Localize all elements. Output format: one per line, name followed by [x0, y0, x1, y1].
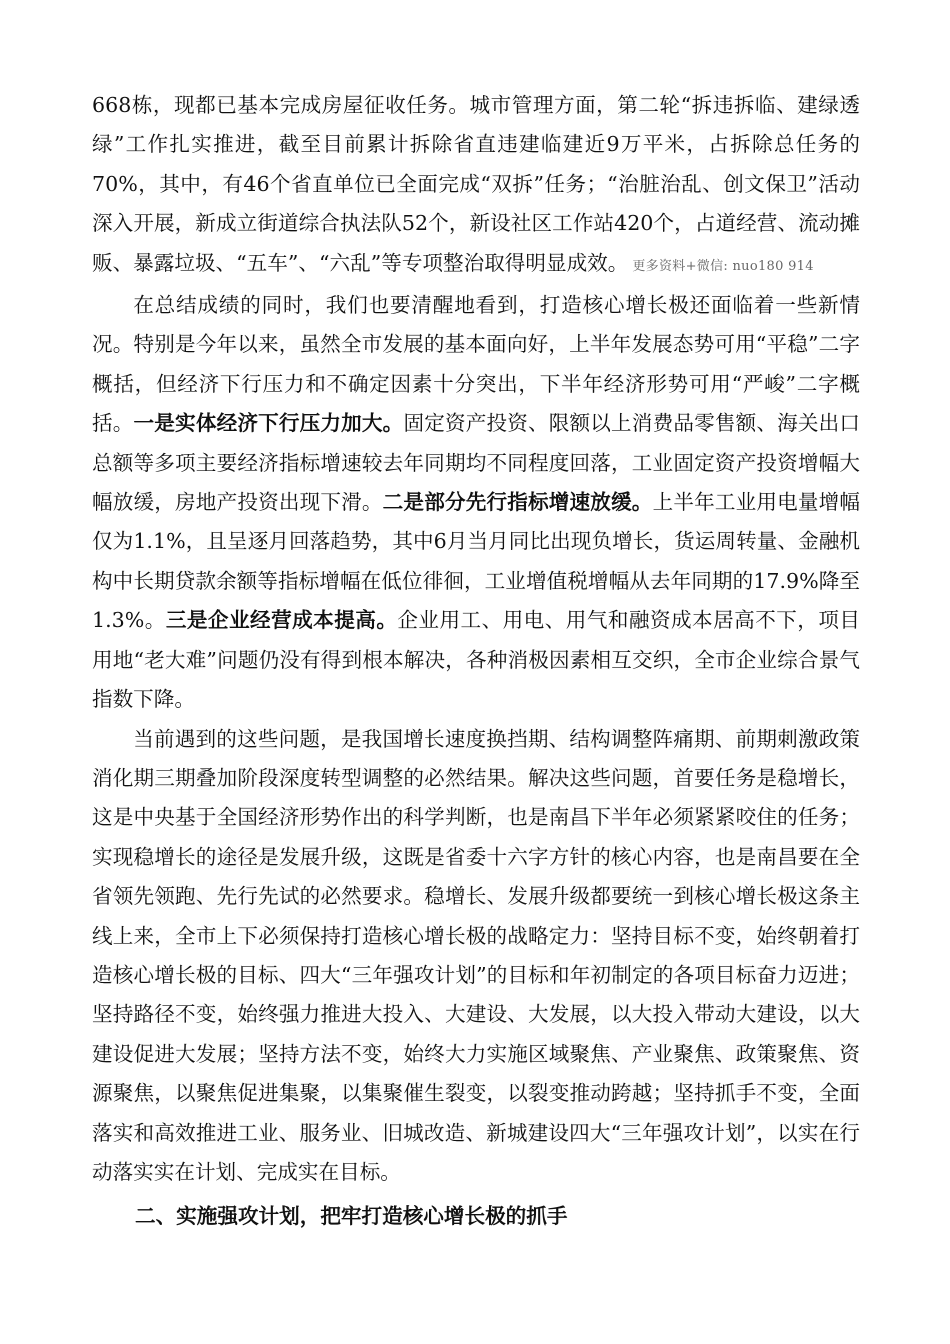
paragraph-1 — [92, 86, 860, 286]
section-heading: 二、实施强攻计划，把牢打造核心增长极的抓手 — [135, 1204, 568, 1229]
document-page — [92, 86, 860, 1237]
bold-point-2: 二是部分先行指标增速放缓。 — [382, 490, 653, 515]
watermark-contact: 更多资料+微信: nuo180 914 — [632, 258, 814, 274]
paragraph-2-text-1: 在总结成绩的同时，我们也要清醒地看到，打造核心增长极还面临着一些新情况。特别是今年以来，虽然全市发展的基本面向好，上半年发展态势可用“平稳”二字概括，但经济下行压力和不确定因素十分突出，下半年经济形势可用“严峻”二字概括。 — [92, 293, 860, 436]
paragraph-1-text: 668栋，现都已基本完成房屋征收任务。城市管理方面，第二轮“拆违拆临、建绿透绿”工作扎实推进，截至目前累计拆除省直违建临建近9万平米，占拆除总任务的70%，其中，有46个省直单位已全面完成“双拆”任务；“治脏治乱、创文保卫”活动深入开展，新成立街道综合执法队52个，新设社区工作站420个，占道经营、流动摊贩、暴露垃圾、“五车”、“六乱”等专项整治取得明显成效。 — [92, 93, 860, 275]
paragraph-2-text-3: 上半年工业用电量增幅仅为1.1%，且呈逐月回落趋势，其中6月当月同比出现负增长，货运周转量、金融机构中长期贷款余额等指标增幅在低位徘徊，工业增值税增幅从去年同期的17.9%降至1.3%。 — [92, 490, 861, 633]
paragraph-3-text: 当前遇到的这些问题，是我国增长速度换挡期、结构调整阵痛期、前期刺激政策消化期三期叠加阶段深度转型调整的必然结果。解决这些问题，首要任务是稳增长，这是中央基于全国经济形势作出的科学判断，也是南昌下半年必须紧紧咬住的任务；实现稳增长的途径是发展升级，这既是省委十六字方针的核心内容，也是南昌要在全省领先领跑、先行先试的必然要求。稳增长、发展升级都要统一到核心增长极这条主线上来，全市上下必须保持打造核心增长极的战略定力：坚持目标不变，始终朝着打造核心增长极的目标、四大“三年强攻计划”的目标和年初制定的各项目标奋力迈进；坚持路径不变，始终强力推进大投入、大建设、大发展，以大投入带动大建设，以大建设促进大发展；坚持方法不变，始终大力实施区域聚焦、产业聚焦、政策聚焦、资源聚焦，以聚焦促进集聚，以集聚催生裂变，以裂变推动跨越；坚持抓手不变，全面落实和高效推进工业、服务业、旧城改造、新城建设四大“三年强攻计划”，以实在行动落实实在计划、完成实在目标。 — [92, 726, 860, 1184]
paragraph-2-text-4: 企业用工、用电、用气和融资成本居高不下，项目用地“老大难”问题仍没有得到根本解决，各种消极因素相互交织，全市企业综合景气指数下降。 — [92, 608, 860, 712]
bold-point-1: 一是实体经济下行压力加大。 — [133, 411, 404, 436]
paragraph-3 — [92, 720, 860, 1193]
paragraph-2 — [92, 286, 860, 719]
paragraph-2-text-2: 固定资产投资、限额以上消费品零售额、海关出口总额等多项主要经济指标增速较去年同期均不同程度回落，工业固定资产投资增幅大幅放缓，房地产投资出现下滑。 — [92, 411, 861, 515]
bold-point-3: 三是企业经营成本提高。 — [165, 608, 398, 633]
